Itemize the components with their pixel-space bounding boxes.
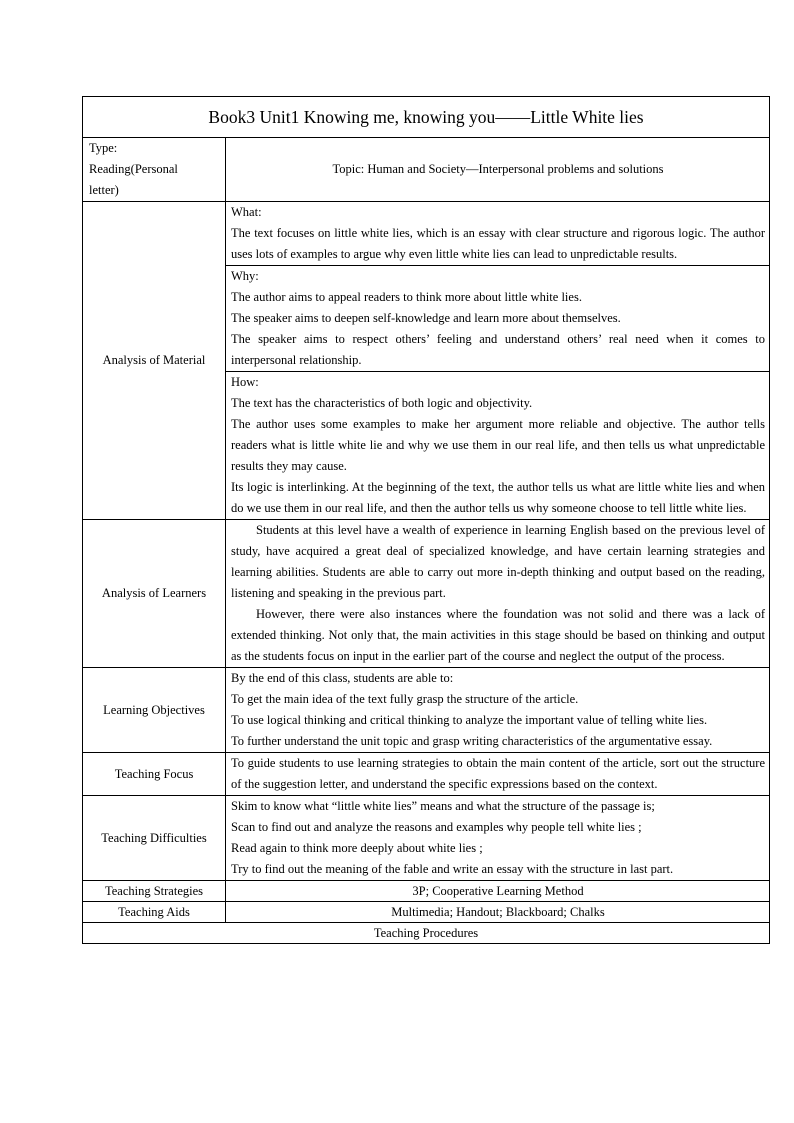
learners-label: Analysis of Learners: [83, 520, 226, 668]
title-row: [83, 97, 770, 138]
objective-line: To use logical thinking and critical thinking to analyze the important value of telling white lies.: [231, 713, 708, 727]
why-line: The speaker aims to deepen self-knowledge and learn more about themselves.: [231, 311, 621, 325]
how-line: The author uses some examples to make her argument more reliable and objective. The author tells readers what is little white lie and why we use them in our real life, and then tells us what unpredictable results they may cause.: [231, 417, 766, 473]
difficulty-line: Try to find out the meaning of the fable and write an essay with the structure in last part.: [231, 862, 674, 876]
why-heading: Why:: [231, 269, 259, 283]
type-line: letter): [89, 183, 119, 197]
focus-row: [83, 753, 770, 796]
objective-line: To get the main idea of the text fully grasp the structure of the article.: [231, 692, 579, 706]
lesson-plan-table: [82, 96, 770, 944]
difficulty-line: Skim to know what “little white lies” means and what the structure of the passage is;: [231, 799, 655, 813]
type-line: Reading(Personal: [89, 162, 178, 176]
aids-value: Multimedia; Handout; Blackboard; Chalks: [226, 902, 770, 923]
aids-row: [83, 902, 770, 923]
strategies-row: [83, 881, 770, 902]
lesson-title: Book3 Unit1 Knowing me, knowing you——Little White lies: [83, 97, 770, 138]
objective-line: By the end of this class, students are able to:: [231, 671, 454, 685]
difficulties-label: Teaching Difficulties: [83, 796, 226, 881]
strategies-label: Teaching Strategies: [83, 881, 226, 902]
type-cell: [83, 138, 226, 202]
how-heading: How:: [231, 375, 259, 389]
material-why-cell: [226, 266, 770, 372]
how-line: Its logic is interlinking. At the beginning of the text, the author tells us what are little white lies and when do we use them in our real life, and then the author tells us why someone choose to tell little white lies.: [231, 480, 766, 515]
topic-cell: Topic: Human and Society—Interpersonal problems and solutions: [226, 138, 770, 202]
why-line: The author aims to appeal readers to think more about little white lies.: [231, 290, 582, 304]
what-heading: What:: [231, 205, 262, 219]
objectives-cell: [226, 668, 770, 753]
learners-paragraph: Students at this level have a wealth of experience in learning English based on the previous level of study, have acquired a great deal of specialized knowledge, and have certain learning strategies and learning abilities. Students are able to carry out more in-depth thinking and output based on the reading, listening and speaking in the previous part.: [231, 523, 766, 600]
focus-cell: To guide students to use learning strategies to obtain the main content of the article, sort out the structure of the suggestion letter, and understand the specific expressions based on the context.: [226, 753, 770, 796]
why-line: The speaker aims to respect others’ feeling and understand others’ real need when it comes to interpersonal relationship.: [231, 332, 766, 367]
difficulty-line: Read again to think more deeply about white lies ;: [231, 841, 483, 855]
focus-label: Teaching Focus: [83, 753, 226, 796]
difficulties-cell: [226, 796, 770, 881]
material-how-cell: [226, 372, 770, 520]
type-line: Type:: [89, 141, 118, 155]
material-what-row: [83, 202, 770, 266]
objectives-label: Learning Objectives: [83, 668, 226, 753]
procedures-heading: Teaching Procedures: [83, 923, 770, 944]
objectives-row: [83, 668, 770, 753]
material-label: Analysis of Material: [83, 202, 226, 520]
learners-row: [83, 520, 770, 668]
difficulty-line: Scan to find out and analyze the reasons and examples why people tell white lies ;: [231, 820, 642, 834]
what-text: The text focuses on little white lies, which is an essay with clear structure and rigorous logic. The author uses lots of examples to argue why even little white lies can lead to unpredictable results.: [231, 226, 766, 261]
aids-label: Teaching Aids: [83, 902, 226, 923]
difficulties-row: [83, 796, 770, 881]
material-what-cell: [226, 202, 770, 266]
learners-paragraph: However, there were also instances where the foundation was not solid and there was a lack of extended thinking. Not only that, the main activities in this stage should be based on thinking and output as the students focus on input in the earlier part of the course and neglect the output of the process.: [231, 607, 766, 663]
type-topic-row: [83, 138, 770, 202]
procedures-row: [83, 923, 770, 944]
objective-line: To further understand the unit topic and grasp writing characteristics of the argumentative essay.: [231, 734, 713, 748]
learners-cell: [226, 520, 770, 668]
how-line: The text has the characteristics of both logic and objectivity.: [231, 396, 533, 410]
strategies-value: 3P; Cooperative Learning Method: [226, 881, 770, 902]
